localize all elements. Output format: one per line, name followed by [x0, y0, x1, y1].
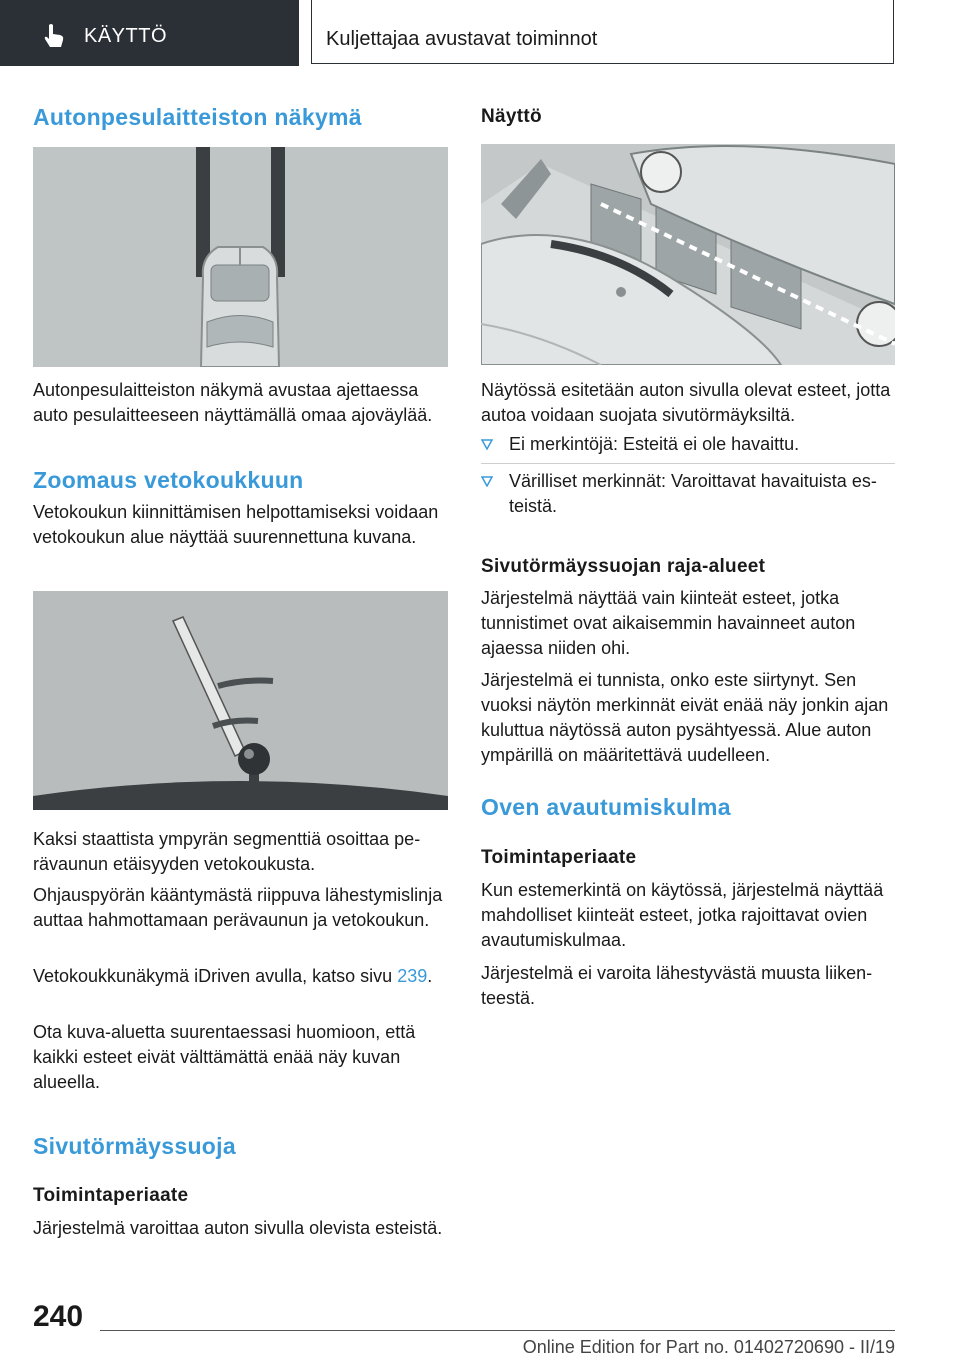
- heading-system-limits: Sivutörmäyssuojan raja-alueet: [481, 556, 766, 577]
- text-carwash-description: Autonpesulaitteiston näkymä avustaa ajettaessa auto pesulaitteeseen näyttämällä omaa ajoväylää.: [33, 380, 433, 425]
- bullet-divider: [481, 463, 895, 464]
- carwash-view-image: [33, 147, 448, 367]
- header-section-tab: [0, 0, 299, 66]
- header-section-title: KÄYTTÖ: [84, 25, 168, 47]
- text-hitch-zoom: Vetokoukun kiinnittämisen helpottamiseksi voidaan vetokoukun alue näyttää suurennettuna kuvana.: [33, 502, 439, 547]
- text-door-2: Järjestelmä ei varoita lähestyvästä muusta liikenteestä.: [481, 963, 873, 1008]
- text-principle-left: Järjestelmä varoittaa auton sivulla olevista esteistä.: [33, 1218, 443, 1238]
- text-limits-1: Järjestelmä näyttää vain kiinteät esteet, jotka tunnistimet ovat aikaisemmin havainneet auton ajaessa niiden ohi.: [481, 588, 856, 658]
- bullet-text-colored-markings: Värilliset merkinnät: Varoittavat havaituista esteistä.: [509, 471, 877, 516]
- footer-rule: [100, 1330, 895, 1331]
- bullet-item-colored-markings: [481, 469, 895, 519]
- header-chapter-box: [311, 0, 894, 64]
- page-link-239[interactable]: 239: [397, 966, 428, 986]
- text-approach-line: Ohjauspyörän kääntymästä riippuva lähestymislinja auttaa hahmottamaan perävaunun ja vetokoukun.: [33, 885, 443, 930]
- heading-hitch-zoom: Zoomaus vetokoukkuun: [33, 467, 304, 493]
- heading-side-collision-protection: Sivutörmäyssuoja: [33, 1133, 236, 1159]
- page-number: 240: [33, 1300, 84, 1333]
- text-door-1: Kun estemerkintä on käytössä, järjestelmä näyttää mahdolliset kiinteät esteet, jotka rajoittavat ovien avautumiskulmaa.: [481, 880, 884, 950]
- text-hitch-view-suffix: .: [427, 966, 433, 986]
- text-hitch-view-reference: [33, 964, 448, 989]
- triangle-bullet-icon: [481, 475, 493, 487]
- text-zoom-note: Ota kuva-aluetta suurentaessasi huomioon, että kaikki esteet eivät välttämättä enää näy kuvan alueella.: [33, 1022, 416, 1092]
- heading-door-opening-angle: Oven avautumiskulma: [481, 794, 731, 820]
- text-limits-2: Järjestelmä ei tunnista, onko este siirtynyt. Sen vuoksi näytön merkinnät eivät enää näy jonkin ajan kuluttua näytössä auton pysähtyessä. Alue auton ympärillä on määritettävä uudelleen.: [481, 670, 889, 765]
- text-segments: Kaksi staattista ympyrän segmenttiä osoittaa perävaunun etäisyyden vetokoukusta.: [33, 829, 421, 874]
- heading-principle-left: Toimintaperiaate: [33, 1185, 189, 1206]
- heading-display: Näyttö: [481, 106, 542, 127]
- triangle-bullet-icon: [481, 438, 493, 450]
- heading-carwash-view: Autonpesulaitteiston näkymä: [33, 104, 362, 130]
- trailer-hitch-image: [33, 591, 448, 810]
- text-hitch-view-prefix: Vetokoukkunäkymä iDriven avulla, katso sivu: [33, 966, 393, 986]
- bullet-item-no-markings: [481, 432, 895, 457]
- footer-edition: Online Edition for Part no. 01402720690 - II/19: [522, 1337, 895, 1357]
- heading-principle-right: Toimintaperiaate: [481, 847, 637, 868]
- bullet-text-no-markings: Ei merkintöjä: Esteitä ei ole havaittu.: [509, 434, 800, 454]
- side-protection-display-image: [481, 144, 895, 365]
- hand-pointer-icon: [40, 22, 68, 50]
- text-display-description: Näytössä esitetään auton sivulla olevat esteet, jotta autoa voidaan suojata sivutörmäyksiltä.: [481, 380, 891, 425]
- header-chapter-title: Kuljettajaa avustavat toiminnot: [326, 28, 598, 50]
